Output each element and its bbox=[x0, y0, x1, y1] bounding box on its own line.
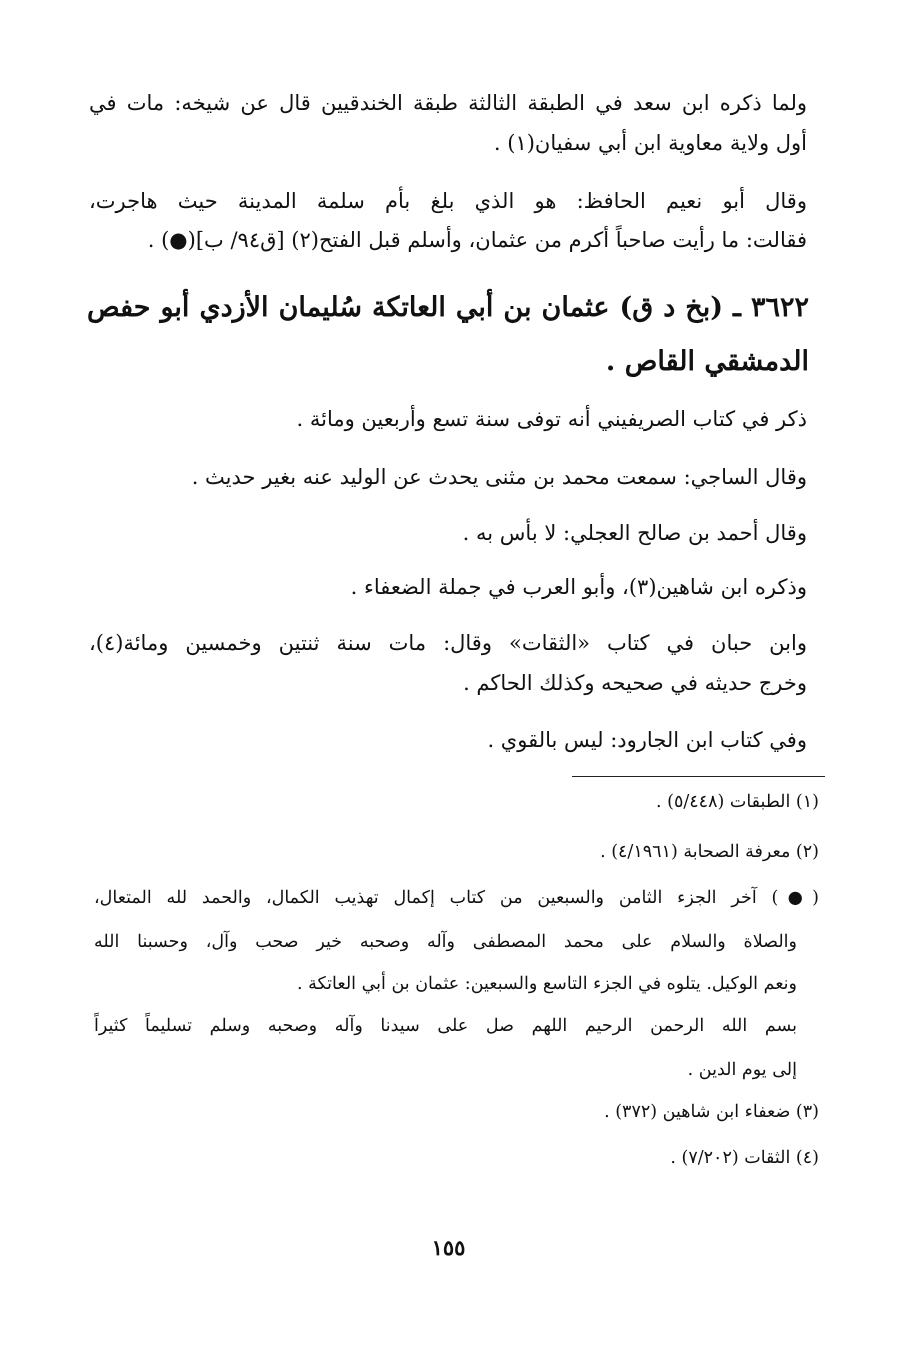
footnote-2: (٢) معرفة الصحابة (٤/١٩٦١) . bbox=[600, 842, 819, 862]
page-number: ١٥٥ bbox=[431, 1235, 466, 1260]
entry-heading-line1: ٣٦٢٢ ـ (بخ د ق) عثمان بن أبي العاتكة سُليمان الأزدي أبو حفص bbox=[87, 292, 809, 323]
footnote-1: (١) الطبقات (٥/٤٤٨) . bbox=[656, 792, 819, 812]
para1-line1: ولما ذكره ابن سعد في الطبقة الثالثة طبقة الخندقيين قال عن شيخه: مات في bbox=[89, 91, 807, 115]
paragraph-ibn-jarud: وفي كتاب ابن الجارود: ليس بالقوي . bbox=[487, 728, 807, 752]
footnote-3: (٣) ضعفاء ابن شاهين (٣٧٢) . bbox=[604, 1102, 819, 1122]
footnote-colophon-line4: بسم الله الرحمن الرحيم اللهم صل على سيدنا وآله وصحبه وسلم تسليماً كثيراً bbox=[94, 1016, 797, 1036]
footnote-colophon-line3: ونعم الوكيل. يتلوه في الجزء التاسع والسبعين: عثمان بن أبي العاتكة . bbox=[297, 974, 797, 994]
para1-line2: أول ولاية معاوية ابن أبي سفيان(١) . bbox=[493, 131, 807, 155]
paragraph-sarifini: ذكر في كتاب الصريفيني أنه توفى سنة تسع وأربعين ومائة . bbox=[296, 407, 807, 431]
footnote-colophon-line2: والصلاة والسلام على محمد المصطفى وآله وصحبه خير صحب وآل، وحسبنا الله bbox=[94, 932, 797, 952]
paragraph-ijli: وقال أحمد بن صالح العجلي: لا بأس به . bbox=[462, 521, 807, 545]
entry-heading-line2: الدمشقي القاص . bbox=[605, 346, 809, 377]
footnote-divider bbox=[572, 776, 825, 777]
paragraph-ibn-shahin: وذكره ابن شاهين(٣)، وأبو العرب في جملة الضعفاء . bbox=[350, 575, 807, 599]
footnote-colophon-line5: إلى يوم الدين . bbox=[687, 1060, 797, 1080]
paragraph-saji: وقال الساجي: سمعت محمد بن مثنى يحدث عن الوليد عنه بغير حديث . bbox=[191, 465, 807, 489]
para2-line1: وقال أبو نعيم الحافظ: هو الذي بلغ بأم سلمة المدينة حيث هاجرت، bbox=[89, 189, 807, 213]
footnote-4: (٤) الثقات (٧/٢٠٢) . bbox=[670, 1148, 819, 1168]
paragraph-ibn-hibban-line2: وخرج حديثه في صحيحه وكذلك الحاكم . bbox=[463, 671, 807, 695]
footnote-colophon-line1: (●) آخر الجزء الثامن والسبعين من كتاب إكمال تهذيب الكمال، والحمد لله المتعال، bbox=[94, 888, 819, 908]
paragraph-ibn-hibban-line1: وابن حبان في كتاب «الثقات» وقال: مات سنة ثنتين وخمسين ومائة(٤)، bbox=[89, 631, 807, 655]
para2-line2: فقالت: ما رأيت صاحباً أكرم من عثمان، وأسلم قبل الفتح(٢) [ق٩٤/ ب](●) . bbox=[147, 228, 807, 252]
